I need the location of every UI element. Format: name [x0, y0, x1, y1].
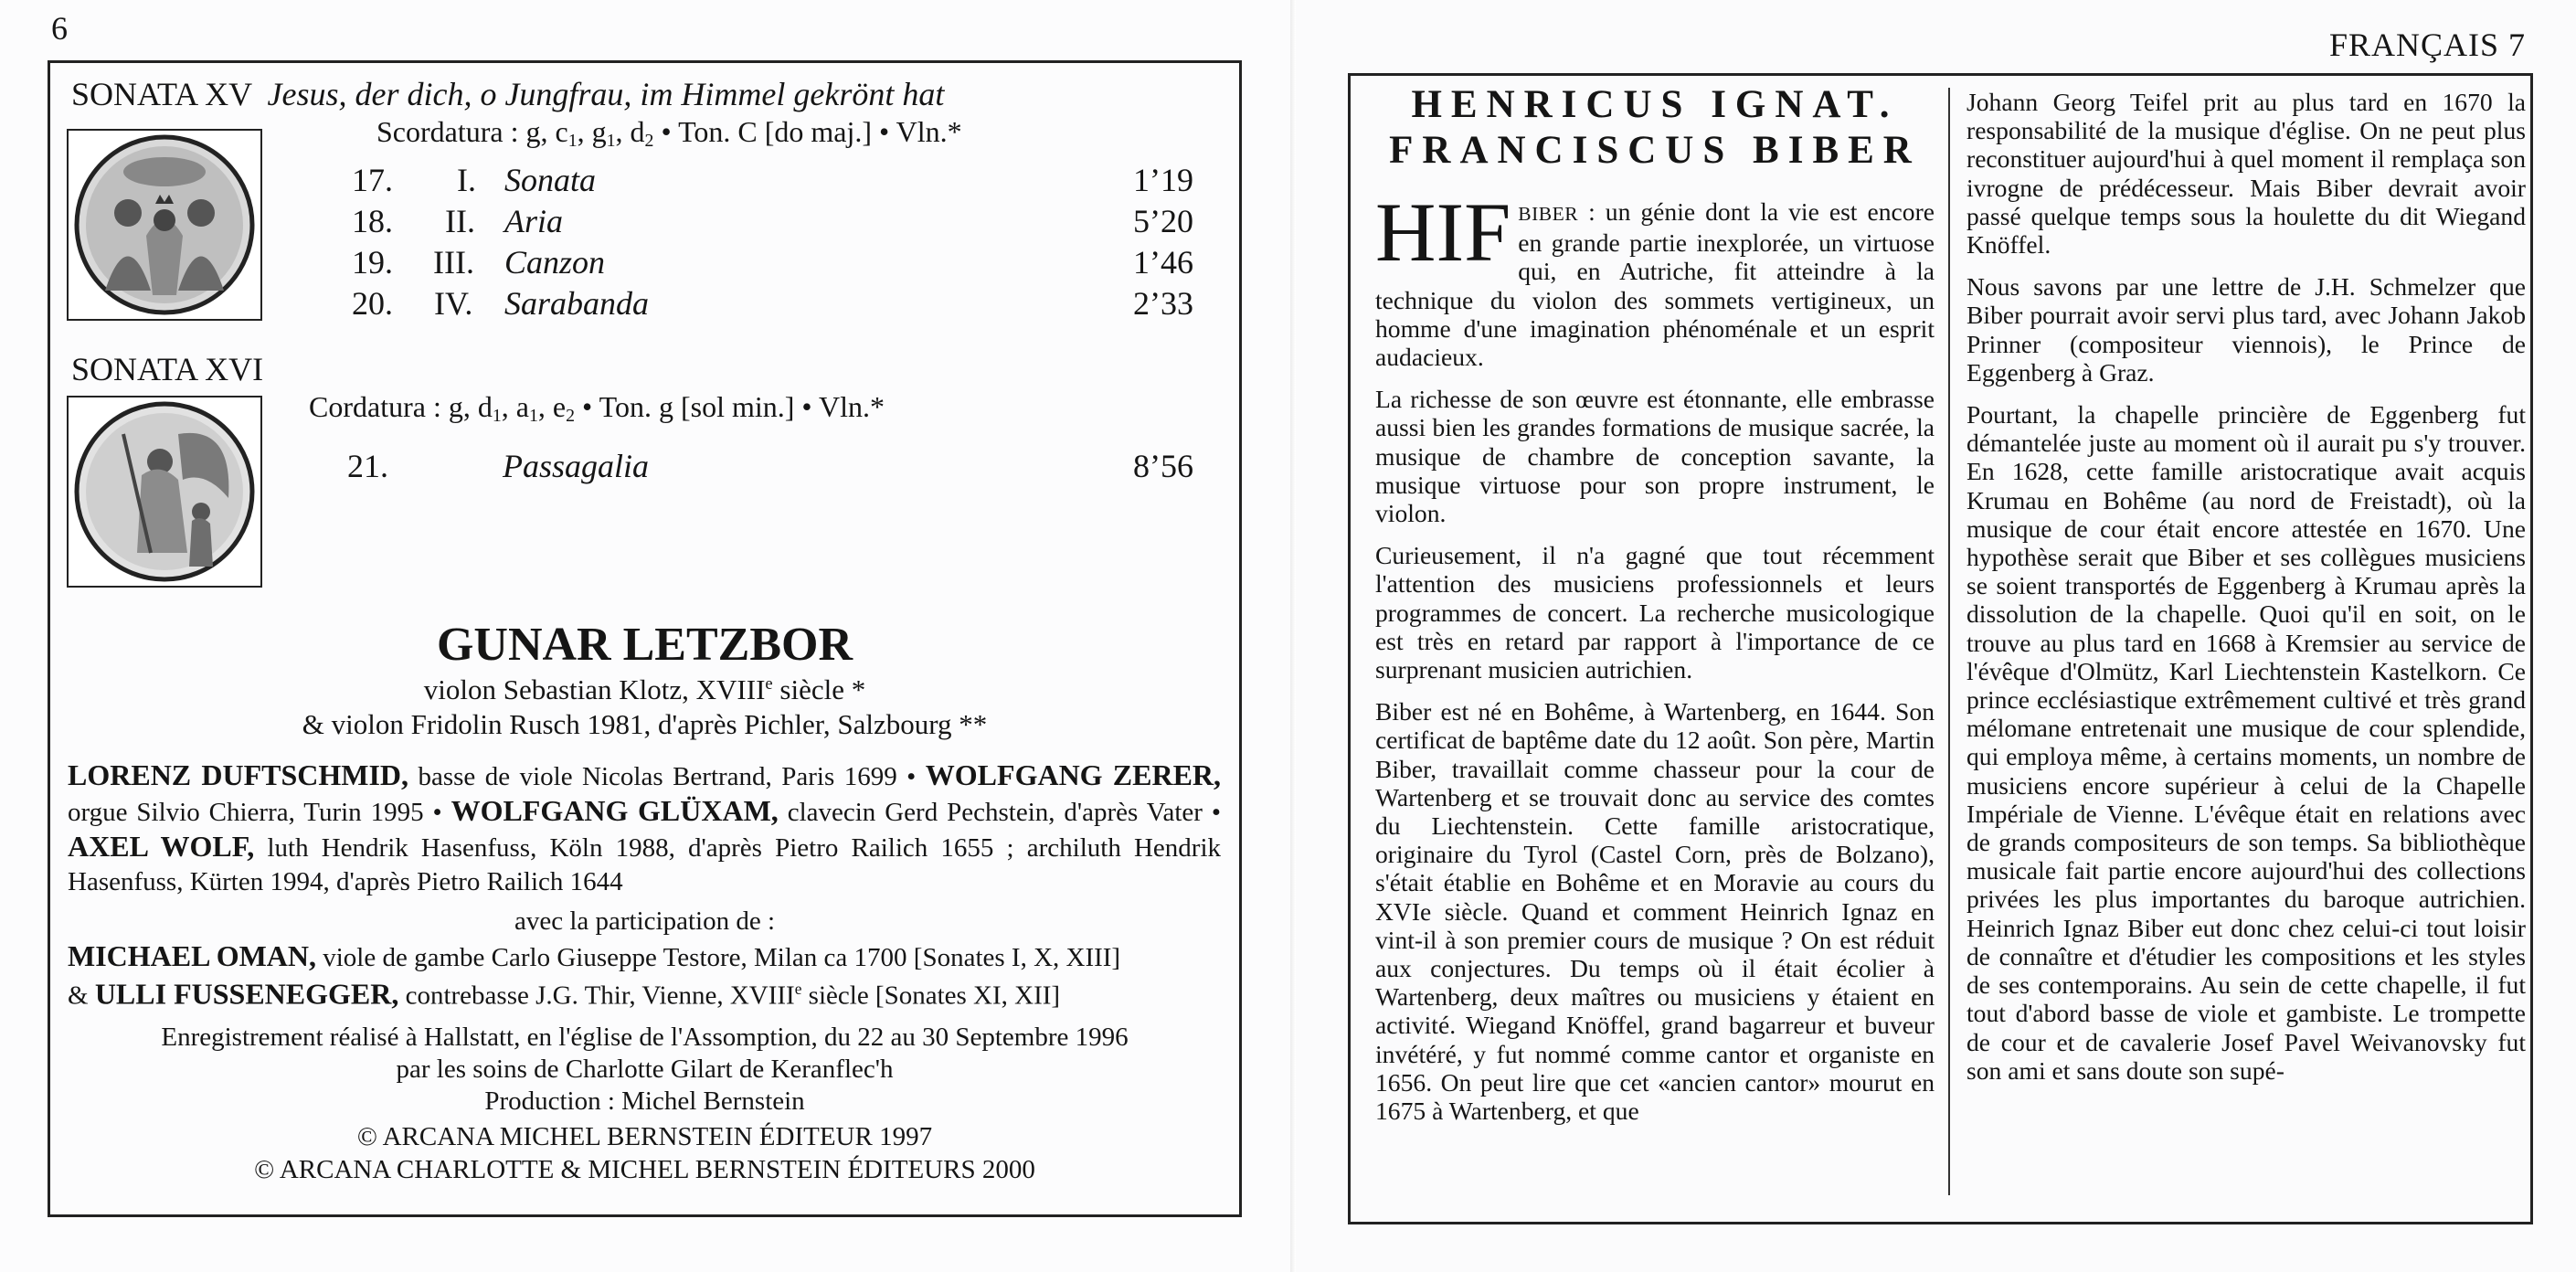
sonata-xvi-cordatura: Cordatura : g, $d_1$, $a_1$, $e_2$ • Ton. g [sol min.] • Vln.*: [309, 390, 885, 426]
axel-wolf-desc: luth Hendrik Hasenfuss, Köln 1988, d'après Pietro Railich 1655 ; archiluth Hendrik Hasenfuss, Kürten 1994, d'après Pietro Railich 1644: [68, 833, 1221, 896]
page-number-left: 6: [51, 10, 68, 47]
movement-number: 20.: [352, 285, 393, 322]
paragraph: La richesse de son œuvre est étonnante, elle embrasse aussi bien les grandes formations de musique sacrée, la musique de chambre de conception savante, la musique virtuose pour son propre instrument, le violon.: [1375, 385, 1935, 528]
angel-medallion-image: [67, 396, 262, 588]
movement-time: 8’56: [1133, 448, 1193, 484]
ensemble-credits: [68, 758, 1221, 899]
heading-line-2: FRANCISCUS BIBER: [1389, 129, 1921, 172]
page-header-francais: FRANÇAIS 7: [2328, 26, 2526, 63]
paragraph: Biber est né en Bohême, à Wartenberg, en 1644. Son certificat de baptême date du 12 août. Son père, Martin Biber, travaillait comme chasseur pour la cour de Wartenberg et se trouvait donc au service des comtes du Liechtenstein. Cette famille aristocratique, originaire du Tyrol (Castel Corn, près de Bolzano), s'était établie en Bohême et en Moravie au cours du XVIe siècle. Quand et comment Heinrich Ignaz en vint-il à son premier cours de musique ? On est réduit aux conjectures. Du temps où il était écolier à Wartenberg, deux maîtres ou musiciens y étaient en activité. Wiegand Knöffel, grand bagarreur et buveur invétéré, y fut nommé comme cantor et organiste en 1656. On peut lire que cet «ancien cantor» mourut en 1675 à Wartenberg, et que: [1375, 697, 1935, 1126]
sonata-xv-scordatura: Scordatura : g, $c_1$, $g_1$, $d_2$ • Ton. C [do maj.] • Vln.*: [376, 115, 962, 151]
paragraph: Johann Georg Teifel prit au plus tard en 1670 la responsabilité de la musique d'église. On ne peut plus reconstituer aujourd'hui à quel moment il remplaça son ivrogne de prédécesseur. Mais Biber devrait avoir passé quelque temps sous la houlette du dit Wiegand Knöffel.: [1966, 88, 2526, 260]
performer-name: GUNAR LETZBOR: [436, 619, 853, 671]
lorenz-name: LORENZ DUFTSCHMID,: [68, 758, 409, 791]
recording-line-2: par les soins de Charlotte Gilart de Keranflec'h: [396, 1055, 894, 1084]
movement-time: 1’19: [1133, 162, 1193, 198]
wolfgang-zerer-desc: orgue Silvio Chierra, Turin 1995 •: [68, 798, 451, 827]
paragraph-text: : un génie dont la vie est encore en grande partie inexplorée, un virtuose qui, en Autriche, fit atteindre à la technique du violon des sommets vertigineux, un homme d'une imagination phénoménale et un esprit audacieux.: [1375, 197, 1935, 372]
scordatura-label: Scordatura : g, c: [376, 115, 568, 148]
movement-roman: IV.: [434, 285, 473, 322]
production-credit: Production : Michel Bernstein: [484, 1086, 805, 1116]
copyright-line-2: © ARCANA CHARLOTTE & MICHEL BERNSTEIN ÉDITEURS 2000: [254, 1155, 1035, 1184]
performer-line1-sup: e: [765, 673, 773, 694]
paragraph: [1375, 186, 1935, 372]
movement-name: Sonata: [504, 162, 597, 198]
scordatura-rest: • Ton. C [do maj.] • Vln.*: [661, 115, 962, 148]
movement-time: 1’46: [1133, 244, 1193, 281]
movement-roman: I.: [457, 162, 476, 198]
axel-wolf-name: AXEL WOLF,: [68, 830, 255, 863]
paragraph: Pourtant, la chapelle princière de Eggenberg fut démantelée juste au moment où il aurait pu s'y trouver. En 1628, cette famille aristocratique avait acquis Krumau en Bohême (au nord de Freistadt), où la musique de cour était encore attestée en 1670. Une hypothèse serait que Biber et ses collègues musiciens se soient transportés de Eggenberg à Krumau après la dissolution de la chapelle. Quoi qu'il en soit, on le trouve au plus tard en 1668 à Kremsier au service de l'évêque d'Olmütz, Karl Liechtenstein Kastelkorn. Ce prince ecclésiastique extrêmement cultivé et très grand mélomane entretenait une musique de cour splendide, qui employa même, à certains moments, un nombre de musiciens encore supérieur à celui de la Chapelle Impériale de Vienne. L'évêque était en relations avec de grands compositeurs de son temps. Sa bibliothèque musicale fait partie encore aujourd'hui des collections privées les plus importantes du baroque autrichien. Heinrich Ignaz Biber eut donc chez celui-ci tout loisir de connaître et d'étudier les compositions et les styles de ses contemporains. Au sein de cette chapelle, il fut tout d'abord basse de viole et gambiste. Le trompette de cour et de cavalerie Josef Pavel Weivanovsky fut son ami et sans doute son supé-: [1966, 400, 2526, 1085]
sonata-xv-title: SONATA XV: [71, 76, 252, 112]
ulli-credit: & ULLI FUSSENEGGER, contrebasse J.G. Thir, Vienne, XVIIIe siècle [Sonates XI, XII]: [68, 977, 1061, 1011]
movement-number: 19.: [352, 244, 393, 281]
movement-name: Passagalia: [503, 448, 650, 484]
performer-line1-end: siècle *: [772, 673, 866, 705]
copyright-line-1: © ARCANA MICHEL BERNSTEIN ÉDITEUR 1997: [356, 1122, 933, 1151]
heading-line-1: HENRICUS IGNAT.: [1411, 83, 1899, 126]
movement-number: 21.: [347, 448, 388, 484]
article-column-2: [1966, 88, 2526, 1098]
performer-instrument-1: [48, 673, 1242, 706]
paragraph: Nous savons par une lettre de J.H. Schmelzer que Biber pourrait avoir servi plus tard, avec Johann Jakob Prinner (compositeur viennois), le Prince de Eggenberg à Graz.: [1966, 272, 2526, 387]
cordatura-label: Cordatura : g, d: [309, 390, 493, 423]
lorenz-desc: basse de viole Nicolas Bertrand, Paris 1699 •: [408, 762, 926, 791]
ulli-name: ULLI FUSSENEGGER,: [94, 977, 399, 1011]
michael-name: MICHAEL OMAN,: [68, 939, 316, 972]
movement-name: Aria: [504, 203, 564, 239]
movement-number: 18.: [352, 203, 393, 239]
movement-roman: II.: [445, 203, 475, 239]
performer-instrument-2: & violon Fridolin Rusch 1981, d'après Pichler, Salzbourg **: [302, 708, 988, 740]
article-column-1: [1375, 186, 1935, 1139]
column-divider: [1948, 88, 1950, 1195]
movement-name: Sarabanda: [504, 285, 650, 322]
michael-desc: viole de gambe Carlo Giuseppe Testore, Milan ca 1700 [Sonates I, X, XIII]: [316, 943, 1121, 972]
ulli-desc-a: contrebasse J.G. Thir, Vienne, XVIII: [398, 980, 795, 1011]
participation-label: avec la participation de :: [514, 906, 776, 936]
article-heading: [1375, 82, 1935, 174]
recording-line-1: Enregistrement réalisé à Hallstatt, en l'église de l'Assomption, du 22 au 30 Septembre 1996: [161, 1023, 1129, 1052]
michael-oman-credit: [68, 939, 1120, 975]
movement-time: 2’33: [1133, 285, 1193, 322]
drop-cap: HIF: [1375, 186, 1511, 279]
movement-time: 5’20: [1133, 203, 1193, 239]
movement-number: 17.: [352, 162, 393, 198]
coronation-medallion-image: [67, 129, 262, 321]
cordatura-rest: • Ton. g [sol min.] • Vln.*: [582, 390, 885, 423]
movement-roman: III.: [433, 244, 474, 281]
performer-line1: violon Sebastian Klotz, XVIII: [423, 673, 766, 705]
sonata-xvi-title: SONATA XVI: [71, 351, 264, 387]
movement-name: Canzon: [504, 244, 606, 281]
paragraph: Curieusement, il n'a gagné que tout récemment l'attention des musiciens professionnels et leurs programmes de concert. La recherche musicologique est très en retard par rapport à l'importance de ce surprenant musicien autrichien.: [1375, 541, 1935, 684]
wolfgang-zerer-name: WOLFGANG ZERER,: [925, 758, 1222, 791]
sonata-xv-subtitle: Jesus, der dich, o Jungfrau, im Himmel gekrönt hat: [267, 76, 945, 112]
ulli-desc-b: siècle [Sonates XI, XII]: [801, 980, 1061, 1011]
wolfgang-gluxam-desc: clavecin Gerd Pechstein, d'après Vater •: [778, 798, 1221, 827]
biber-smallcaps: BIBER: [1518, 203, 1579, 225]
sonata-xv-heading: [71, 75, 944, 113]
wolfgang-gluxam-name: WOLFGANG GLÜXAM,: [451, 794, 779, 827]
